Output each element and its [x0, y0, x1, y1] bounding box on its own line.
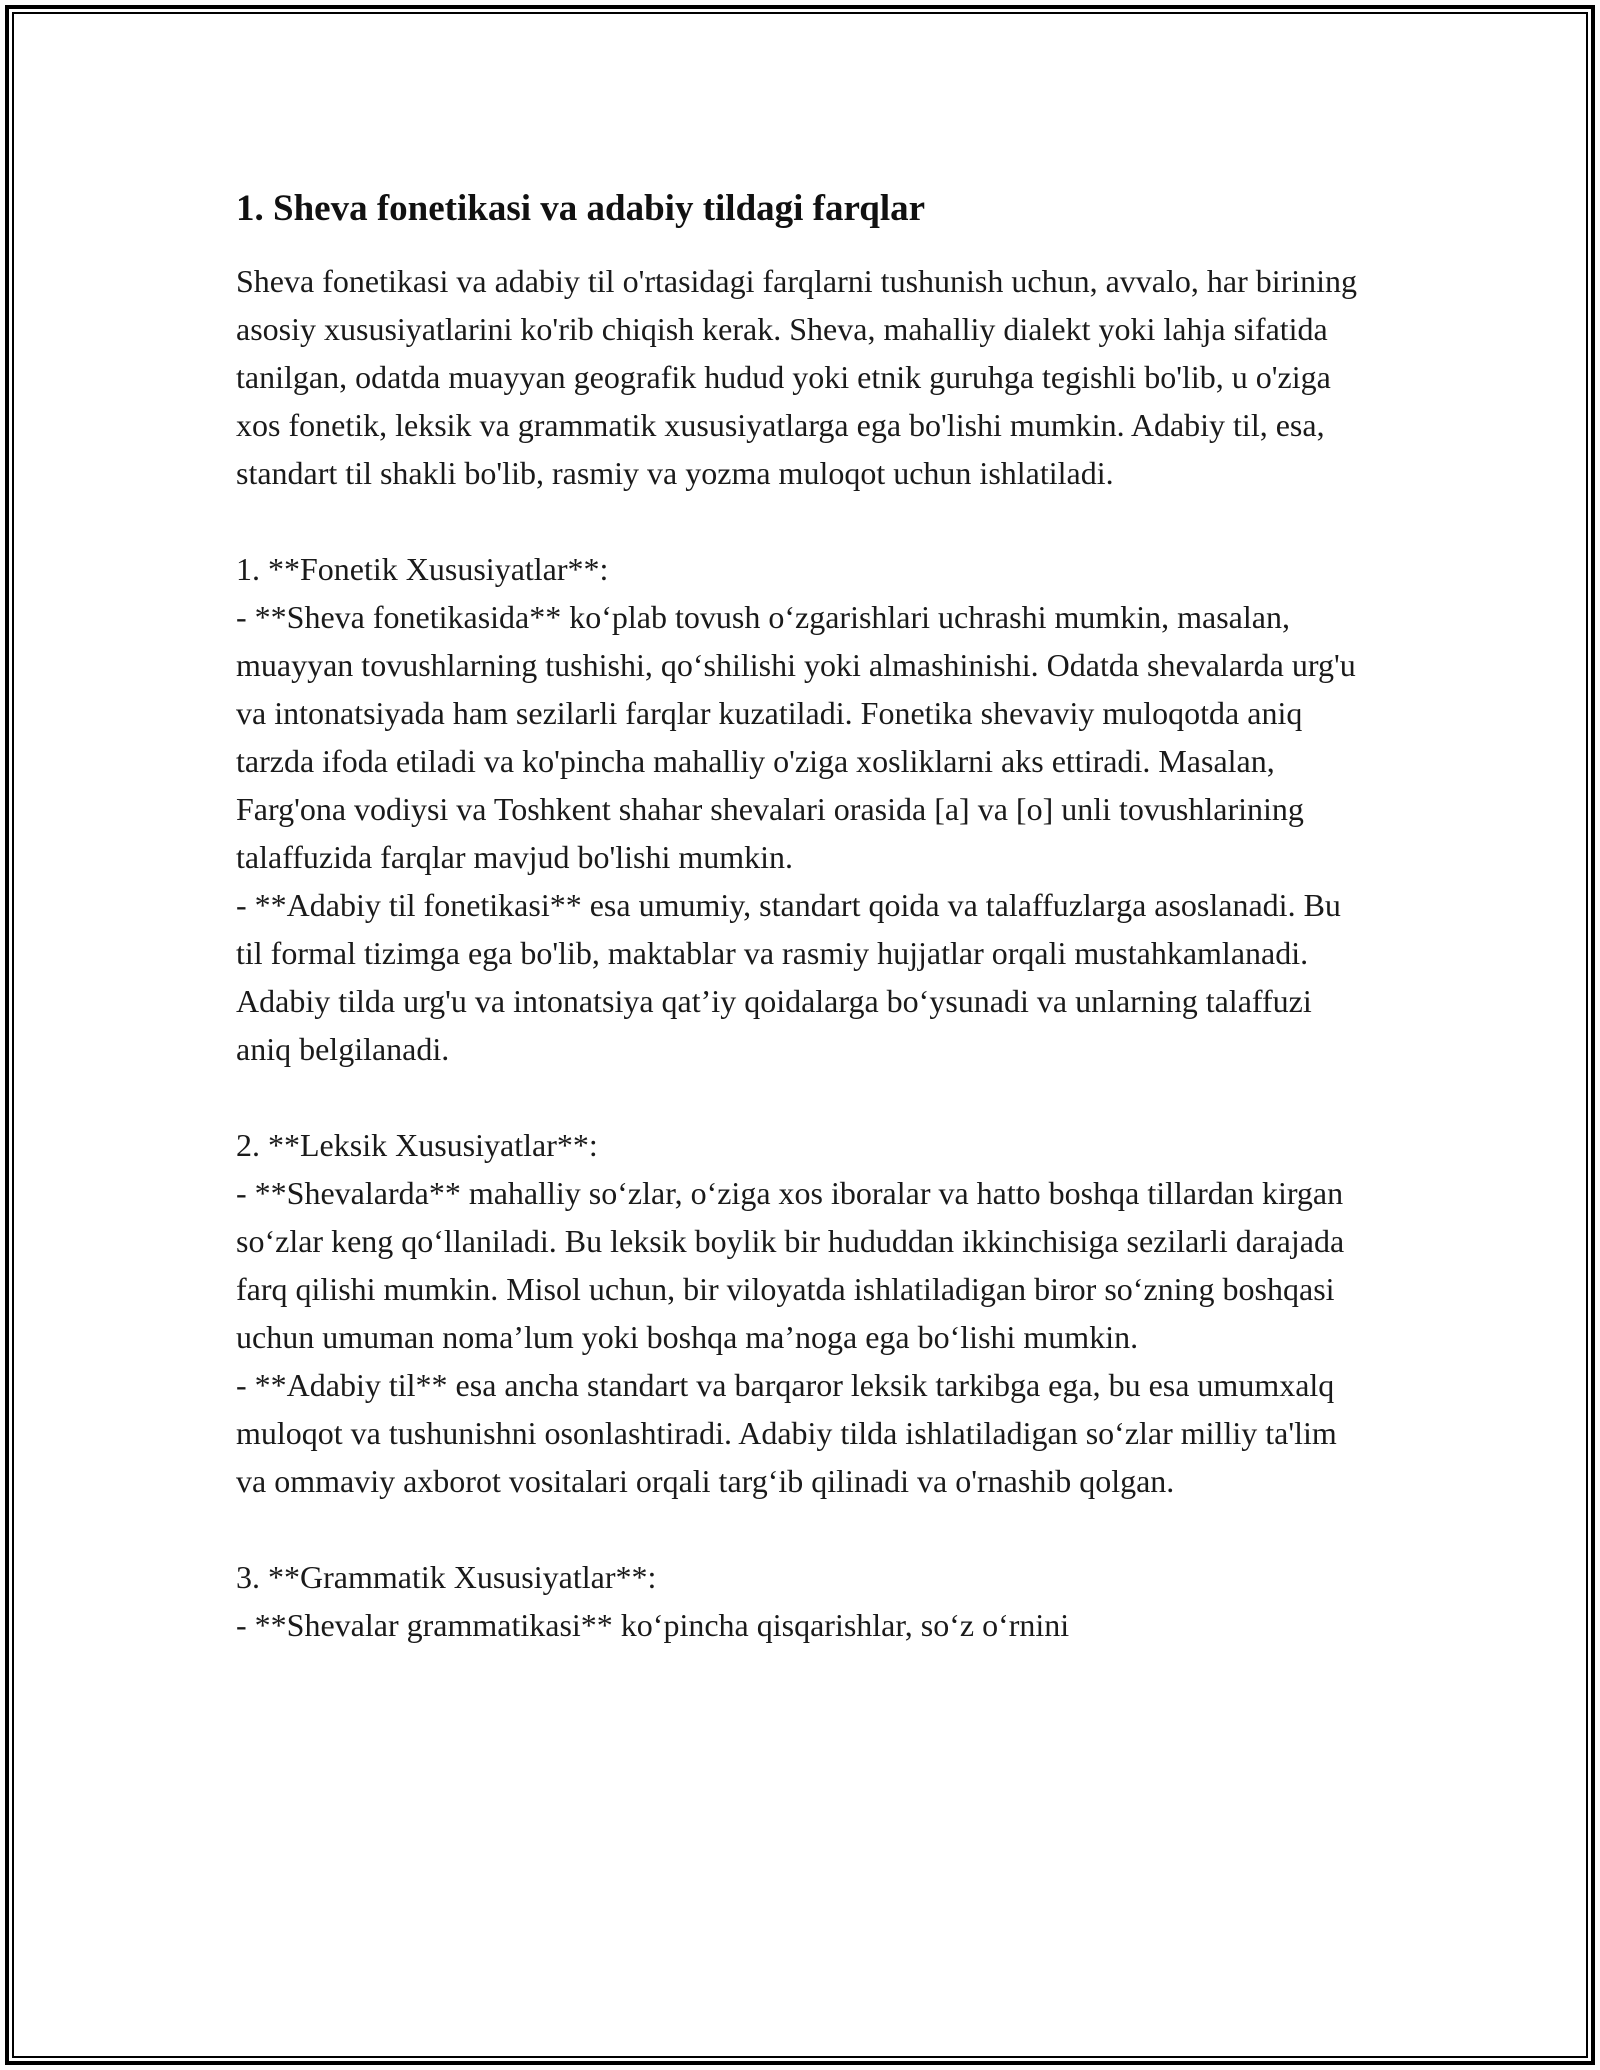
section-item: - **Shevalarda** mahalliy so‘zlar, o‘ziga xos iboralar va hatto boshqa tillardan kirgan so‘zlar keng qo‘llaniladi. Bu leksik boylik bir hududdan ikkinchisiga sezilarli darajada farq qilishi mumkin. Misol uchun, bir viloyatda ishlatiladigan biror so‘zning boshqasi uchun umuman noma’lum yoki boshqa ma’noga ega bo‘lishi mumkin. — [236, 1175, 1345, 1355]
section-heading: 1. **Fonetik Xususiyatlar**: — [236, 551, 609, 587]
document-title: 1. Sheva fonetikasi va adabiy tildagi farqlar — [236, 188, 926, 229]
section-item: - **Shevalar grammatikasi** ko‘pincha qisqarishlar, so‘z o‘rnini — [236, 1607, 1070, 1643]
intro-block — [236, 257, 1366, 497]
section-heading: 3. **Grammatik Xususiyatlar**: — [236, 1559, 657, 1595]
section-leksik — [236, 1121, 1366, 1505]
section-grammatik — [236, 1553, 1366, 1649]
document-body — [236, 185, 1366, 1649]
section-item: - **Adabiy til** esa ancha standart va barqaror leksik tarkibga ega, bu esa umumxalq muloqot va tushunishni osonlashtiradi. Adabiy tilda ishlatiladigan so‘zlar milliy ta'lim va ommaviy axborot vositalari orqali targ‘ib qilinadi va o'rnashib qolgan. — [236, 1367, 1337, 1499]
section-item: - **Sheva fonetikasida** ko‘plab tovush o‘zgarishlari uchrashi mumkin, masalan, muayyan tovushlarning tushishi, qo‘shilishi yoki almashinishi. Odatda shevalarda urg'u va intonatsiyada ham sezilarli farqlar kuzatiladi. Fonetika shevaviy muloqotda aniq tarzda ifoda etiladi va ko'pincha mahalliy o'ziga xosliklarni aks ettiradi. Masalan, Farg'ona vodiysi va Toshkent shahar shevalari orasida [a] va [o] unli tovushlarining talaffuzida farqlar mavjud bo'lishi mumkin. — [236, 599, 1356, 875]
intro-paragraph: Sheva fonetikasi va adabiy til o'rtasidagi farqlarni tushunish uchun, avvalo, har birining asosiy xususiyatlarini ko'rib chiqish kerak. Sheva, mahalliy dialekt yoki lahja sifatida tanilgan, odatda muayyan geografik hudud yoki etnik guruhga tegishli bo'lib, u o'ziga xos fonetik, leksik va grammatik xususiyatlarga ega bo'lishi mumkin. Adabiy til, esa, standart til shakli bo'lib, rasmiy va yozma muloqot uchun ishlatiladi. — [236, 263, 1358, 491]
section-fonetik — [236, 545, 1366, 1073]
section-item: - **Adabiy til fonetikasi** esa umumiy, standart qoida va talaffuzlarga asoslanadi. Bu til formal tizimga ega bo'lib, maktablar va rasmiy hujjatlar orqali mustahkamlanadi. Adabiy tilda urg'u va intonatsiya qat’iy qoidalarga bo‘ysunadi va unlarning talaffuzi aniq belgilanadi. — [236, 887, 1341, 1067]
section-heading: 2. **Leksik Xususiyatlar**: — [236, 1127, 598, 1163]
